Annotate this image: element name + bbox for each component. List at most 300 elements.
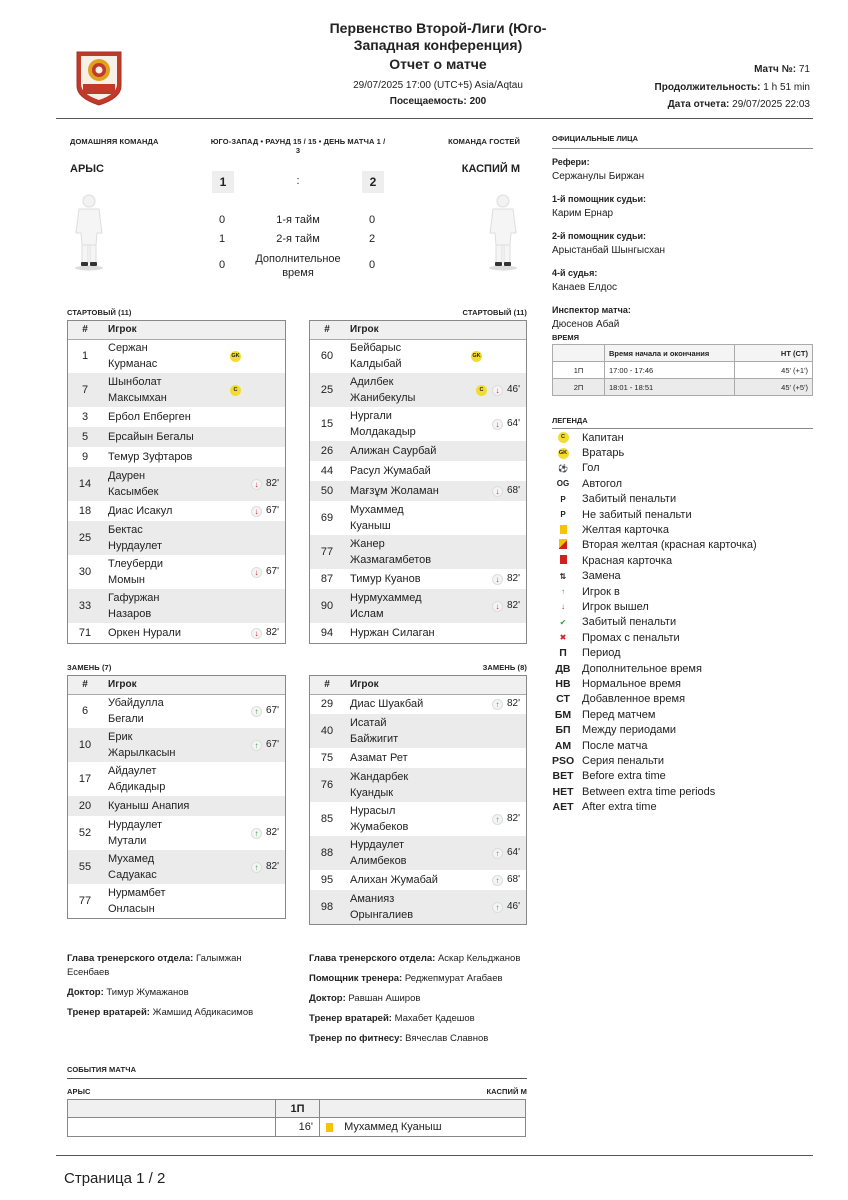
player-name	[344, 714, 446, 748]
player-row	[310, 441, 526, 461]
player-row	[68, 339, 285, 373]
player-name-line: Жандарбек	[350, 771, 409, 783]
sub-in-icon: ↑	[492, 848, 503, 859]
legend-text: Между периодами	[582, 724, 677, 737]
events-title: СОБЫТИЯ МАТЧА	[67, 1065, 137, 1074]
away-score: 2	[362, 171, 384, 193]
player-name-line: Алимбеков	[350, 855, 407, 867]
player-events	[446, 339, 526, 373]
col-num: #	[68, 321, 102, 339]
player-name	[344, 748, 446, 768]
player-name	[102, 339, 205, 373]
player-number: 14	[68, 467, 102, 501]
time-ht: 45' (+1')	[735, 362, 813, 379]
player-number: 87	[320, 573, 334, 585]
player-in-icon: ↑	[561, 587, 565, 597]
official-item	[552, 192, 813, 221]
sub-out-icon: ↓	[251, 628, 262, 639]
events-period: 1П	[276, 1100, 320, 1118]
legend-text: Забитый пенальти	[582, 616, 677, 629]
player-name-line: Убайдулла	[108, 697, 164, 710]
legend-item	[552, 738, 813, 753]
yellow-card-icon	[552, 525, 574, 536]
player-name	[344, 481, 446, 501]
player-name-line: Бегали	[108, 713, 144, 726]
player-name	[102, 447, 205, 467]
player-row	[68, 884, 285, 918]
staff-name: Тимур Жумажанов	[106, 987, 189, 998]
player-name	[102, 427, 205, 447]
official-item	[552, 266, 813, 295]
staff-name-line2: Есенбаев	[67, 967, 110, 978]
player-events	[446, 501, 526, 535]
player-events	[205, 796, 285, 816]
legend-item	[552, 430, 813, 445]
report-date-value: 29/07/2025 22:03	[732, 99, 810, 110]
yellow-card-icon	[326, 1123, 333, 1132]
away-jersey-icon	[487, 193, 519, 271]
abbr-label: БП	[555, 724, 571, 737]
player-events	[205, 447, 285, 467]
legend-text: Замена	[582, 570, 621, 583]
duration-value: 1 h 51 min	[763, 82, 810, 93]
player-number: 90	[310, 589, 344, 623]
sub-in-icon: ↑	[251, 706, 262, 717]
goal-icon: ⚽	[558, 463, 568, 473]
player-events	[446, 407, 526, 441]
home-staff-doctor	[67, 986, 287, 1000]
penalty-missed-icon: P	[560, 510, 566, 520]
player-row	[310, 623, 526, 643]
player-name-line: Ислам	[350, 608, 384, 620]
sub-minute: 64'	[506, 418, 520, 430]
abbr-label: HET	[552, 785, 574, 798]
time-title: ВРЕМЯ	[552, 333, 580, 342]
extra-away: 0	[368, 259, 376, 271]
legend-item	[552, 461, 813, 476]
col-num: #	[68, 676, 102, 694]
event-minute: 16'	[276, 1118, 320, 1137]
player-name-line: Нурдаулет	[108, 540, 163, 552]
home-jersey-icon	[73, 193, 105, 271]
col-player: Игрок	[102, 321, 205, 339]
home-starting-label: СТАРТОВЫЙ (11)	[67, 308, 132, 317]
legend-item	[552, 753, 813, 768]
player-number: 26	[310, 441, 344, 461]
player-row	[68, 850, 285, 884]
staff-name: Вячеслав Славнов	[405, 1033, 489, 1044]
player-events	[205, 501, 285, 521]
player-number: 29	[320, 698, 334, 711]
player-name-line: Алихан Жумабай	[350, 874, 438, 886]
legend-text: Вратарь	[582, 447, 625, 460]
player-name-line: Касымбек	[108, 486, 159, 498]
player-name	[344, 694, 446, 714]
player-name	[344, 623, 446, 643]
legend-item	[552, 553, 813, 568]
official-item	[552, 155, 813, 184]
red-card-shape	[560, 555, 567, 564]
player-name-line: Жумабеков	[350, 821, 409, 833]
player-events	[205, 427, 285, 447]
player-row	[310, 836, 526, 870]
player-name	[102, 728, 205, 762]
player-number: 40	[310, 714, 344, 748]
player-row	[68, 762, 285, 796]
player-row	[310, 694, 526, 714]
player-events	[205, 623, 285, 643]
report-date-label: Дата отчета:	[667, 99, 730, 110]
player-name	[344, 890, 446, 924]
penalty-scored-icon: P	[560, 494, 566, 504]
col-num: #	[310, 676, 344, 694]
official-role: 2-й помощник судьи:	[552, 231, 647, 241]
player-name-line: Тимур Куанов	[350, 573, 421, 585]
player-name	[344, 339, 446, 373]
time-col-period	[553, 345, 605, 362]
legend-text: Before extra time	[582, 770, 666, 783]
player-name	[102, 694, 205, 728]
player-name-line: Сержан	[108, 342, 148, 355]
captain-badge-icon: C	[230, 385, 241, 396]
player-name	[344, 802, 446, 836]
player-name-line: Диас Шуакбай	[350, 698, 424, 711]
player-events	[446, 768, 526, 802]
player-name-line: Темур Зуфтаров	[108, 451, 193, 463]
time-period: 2П	[553, 379, 605, 396]
legend-divider	[552, 428, 813, 429]
sub-minute: 46'	[506, 384, 520, 396]
player-name-line: Куаныш	[350, 520, 391, 532]
player-name-line: Тлеуберди	[108, 558, 163, 570]
player-name-line: Ерик	[108, 731, 133, 743]
match-number-label: Матч №:	[754, 64, 797, 75]
player-row	[310, 373, 526, 407]
abbr-label: PSO	[552, 754, 575, 767]
player-name-line: Нуржан Силаган	[350, 627, 435, 639]
player-name-line: Момын	[108, 574, 145, 586]
captain-icon: C	[558, 432, 569, 443]
player-row	[68, 589, 285, 623]
player-name	[344, 441, 446, 461]
player-name-line: Куандык	[350, 787, 394, 799]
round-info-line1: ЮГО-ЗАПАД • РАУНД 15 / 15 • ДЕНЬ МАТЧА 1 /	[210, 137, 386, 146]
player-events	[446, 890, 526, 924]
player-events	[205, 373, 285, 407]
player-name-line: Мухамед	[108, 853, 155, 865]
player-name-line: Назаров	[108, 608, 152, 620]
player-name-line: Исатай	[350, 717, 387, 729]
official-role: Рефери:	[552, 157, 590, 167]
player-name	[102, 501, 205, 521]
player-events	[446, 748, 526, 768]
duration-label: Продолжительность:	[654, 82, 761, 93]
player-name-line: Алижан Саурбай	[350, 445, 437, 457]
legend-text: Желтая карточка	[582, 524, 669, 537]
half1-home: 0	[218, 214, 226, 226]
player-row	[310, 535, 526, 569]
player-name-line: Жанер	[350, 538, 385, 550]
player-row	[310, 339, 526, 373]
goalkeeper-icon: GK	[558, 448, 569, 459]
legend-text: After extra time	[582, 801, 657, 814]
player-name	[344, 535, 446, 569]
player-name	[102, 467, 205, 501]
time-range: 18:01 - 18:51	[605, 379, 735, 396]
player-events	[446, 589, 526, 623]
player-number: 25	[310, 373, 344, 407]
player-events	[205, 467, 285, 501]
player-name-line: Мутали	[108, 835, 147, 847]
home-staff-gk-coach	[67, 1006, 287, 1020]
abbr-label: AET	[552, 801, 574, 814]
col-player: Игрок	[102, 676, 205, 694]
extra-label	[240, 252, 356, 280]
player-events	[446, 441, 526, 461]
time-period: 1П	[553, 362, 605, 379]
officials-title: ОФИЦИАЛЬНЫЕ ЛИЦА	[552, 134, 639, 143]
player-name	[102, 623, 205, 643]
event-player: Мухаммед Куаныш	[344, 1121, 442, 1133]
player-name-line: Даурен	[108, 470, 146, 482]
sub-out-icon: ↓	[251, 479, 262, 490]
player-name	[102, 555, 205, 589]
player-events	[446, 461, 526, 481]
player-number: 9	[81, 451, 89, 463]
player-events	[446, 802, 526, 836]
official-name: Арыстанбай Шынгысхан	[552, 245, 666, 256]
player-events	[446, 714, 526, 748]
sub-minute: 67'	[265, 739, 279, 751]
staff-name: Махабет Қадешов	[394, 1013, 475, 1024]
player-name	[344, 461, 446, 481]
sub-minute: 82'	[265, 627, 279, 639]
home-subs-label: ЗАМЕНЬ (7)	[67, 663, 112, 672]
legend-text: Капитан	[582, 431, 624, 444]
legend-text: Игрок вышел	[582, 600, 649, 613]
player-number: 25	[68, 521, 102, 555]
official-role: Инспектор матча:	[552, 305, 631, 315]
sub-in-icon: ↑	[251, 862, 262, 873]
official-name: Дюсенов Абай	[552, 319, 620, 330]
player-row	[68, 816, 285, 850]
player-row	[310, 481, 526, 501]
player-number: 50	[310, 481, 344, 501]
legend-item	[552, 476, 813, 491]
away-starting-table	[309, 320, 527, 644]
round-info-line2: 3	[295, 146, 301, 155]
player-name	[344, 589, 446, 623]
player-name	[102, 589, 205, 623]
player-name	[344, 373, 446, 407]
player-events	[205, 850, 285, 884]
staff-role: Глава тренерского отдела:	[67, 953, 194, 964]
match-number	[754, 64, 810, 75]
footer-divider	[56, 1155, 813, 1156]
legend-item	[552, 507, 813, 522]
player-row	[310, 407, 526, 441]
player-name-line: Мағзұм Жоламан	[350, 485, 439, 497]
player-events	[205, 694, 285, 728]
away-staff-item	[309, 1012, 549, 1026]
events-home-team: АРЫС	[67, 1087, 91, 1096]
player-number: 77	[310, 535, 344, 569]
home-team-name: АРЫС	[70, 163, 104, 175]
player-name	[344, 407, 446, 441]
sub-minute: 82'	[506, 813, 520, 825]
official-name: Карим Ернар	[552, 208, 614, 219]
staff-role: Тренер по фитнесу:	[309, 1033, 403, 1044]
cross-icon: ✖	[559, 633, 567, 643]
player-name	[102, 850, 205, 884]
staff-role: Тренер вратарей:	[67, 1007, 150, 1018]
player-name-line: Шынболат	[108, 376, 162, 388]
home-staff-head-coach	[67, 952, 287, 980]
sub-minute: 68'	[506, 485, 520, 497]
player-name-line: Нурмамбет	[108, 887, 166, 899]
player-name-line: Молдакадыр	[350, 426, 416, 438]
player-name-line: Мухаммед	[350, 504, 404, 516]
legend-item	[552, 707, 813, 722]
staff-role: Помощник тренера:	[309, 973, 403, 984]
legend-item	[552, 538, 813, 553]
abbr-label: ДВ	[555, 662, 571, 675]
player-number: 15	[320, 418, 334, 430]
player-events	[205, 884, 285, 918]
legend-text: Дополнительное время	[582, 662, 702, 675]
player-name	[344, 836, 446, 870]
second-yellow-icon	[552, 539, 574, 551]
staff-name: Равшан Аширов	[348, 993, 421, 1004]
player-number: 55	[68, 850, 102, 884]
legend-text: Вторая желтая (красная карточка)	[582, 539, 757, 552]
player-name	[344, 870, 446, 890]
player-row	[310, 569, 526, 589]
sub-out-icon: ↓	[492, 486, 503, 497]
player-name-line: Бектас	[108, 524, 143, 536]
abbr-label: АМ	[554, 739, 572, 752]
player-number: 60	[320, 350, 334, 363]
player-name-line: Нургали	[350, 410, 392, 422]
report-date	[668, 99, 810, 110]
legend-text: Гол	[582, 462, 600, 475]
sub-out-icon: ↓	[251, 506, 262, 517]
staff-name: Аскар Кельджанов	[437, 953, 521, 964]
home-subs-table	[67, 675, 286, 919]
away-staff-item	[309, 1032, 549, 1046]
player-name-line: Орынгалиев	[350, 909, 414, 921]
legend-text: Не забитый пенальти	[582, 508, 692, 521]
player-number: 3	[81, 411, 89, 423]
sub-minute: 67'	[265, 705, 279, 717]
player-number: 69	[320, 512, 334, 524]
player-row	[310, 802, 526, 836]
player-name-line: Ербол Епберген	[108, 411, 191, 423]
player-row	[68, 555, 285, 589]
match-duration	[655, 82, 810, 93]
time-col-ht: HT (CT)	[735, 345, 813, 362]
player-row	[310, 501, 526, 535]
legend-item	[552, 722, 813, 737]
player-name-line: Нурдаулет	[108, 819, 163, 831]
player-row	[68, 694, 285, 728]
sub-out-icon: ↓	[492, 419, 503, 430]
events-table	[67, 1099, 526, 1137]
player-events	[446, 623, 526, 643]
player-name	[102, 884, 205, 918]
away-team-label: КОМАНДА ГОСТЕЙ	[448, 137, 520, 146]
sub-minute: 67'	[265, 505, 279, 517]
col-player: Игрок	[344, 676, 446, 694]
player-number: 30	[78, 566, 92, 578]
player-number: 10	[68, 728, 102, 762]
player-events	[446, 870, 526, 890]
player-row	[310, 890, 526, 924]
player-row	[310, 714, 526, 748]
player-name	[344, 569, 446, 589]
half2-home: 1	[218, 233, 226, 245]
legend-text: Серия пенальти	[582, 754, 665, 767]
player-number: 20	[68, 796, 102, 816]
player-name-line: Гафуржан	[108, 592, 160, 604]
player-number: 77	[78, 895, 92, 907]
legend-item	[552, 599, 813, 614]
sub-minute: 64'	[506, 847, 520, 859]
col-num: #	[310, 321, 344, 339]
player-name-line: Курманас	[108, 358, 158, 371]
legend-item	[552, 692, 813, 707]
player-number: 85	[320, 813, 334, 825]
half1-label: 1-я тайм	[276, 214, 320, 226]
player-row	[68, 427, 285, 447]
legend-text: Добавленное время	[582, 693, 686, 706]
half-row-extra	[210, 252, 390, 282]
official-item	[552, 229, 813, 258]
round-info	[200, 137, 396, 155]
player-name-line: Жазмагамбетов	[350, 554, 432, 566]
checkmark-icon: ✔	[559, 617, 567, 627]
away-staff-item	[309, 952, 549, 966]
legend-title: ЛЕГЕНДА	[552, 416, 588, 425]
col-player: Игрок	[344, 321, 446, 339]
red-card-icon	[552, 555, 574, 566]
time-col-range: Время начала и окончания	[605, 345, 735, 362]
player-name-line: Бейбарыс	[350, 342, 402, 355]
player-events	[446, 535, 526, 569]
player-row	[68, 623, 285, 643]
legend-item	[552, 569, 813, 584]
sub-out-icon: ↓	[251, 567, 262, 578]
report-subtitle: Отчет о матче	[389, 56, 487, 72]
player-events	[205, 816, 285, 850]
player-events	[446, 373, 526, 407]
legend-text: Between extra time periods	[582, 785, 716, 798]
staff-role: Глава тренерского отдела:	[309, 953, 436, 964]
yellow-card-shape	[560, 525, 567, 534]
attendance	[300, 96, 576, 107]
player-name	[344, 501, 446, 535]
legend-item	[552, 799, 813, 814]
player-name-line: Ерсайын Бегалы	[108, 431, 194, 443]
legend-item	[552, 661, 813, 676]
legend-item	[552, 769, 813, 784]
legend-list	[552, 430, 813, 815]
player-name-line: Максымхан	[108, 392, 167, 404]
player-name-line: Калдыбай	[350, 358, 402, 371]
player-row	[68, 373, 285, 407]
player-name-line: Жарылкасын	[108, 747, 176, 759]
player-name-line: Куаныш Анапия	[108, 800, 190, 812]
